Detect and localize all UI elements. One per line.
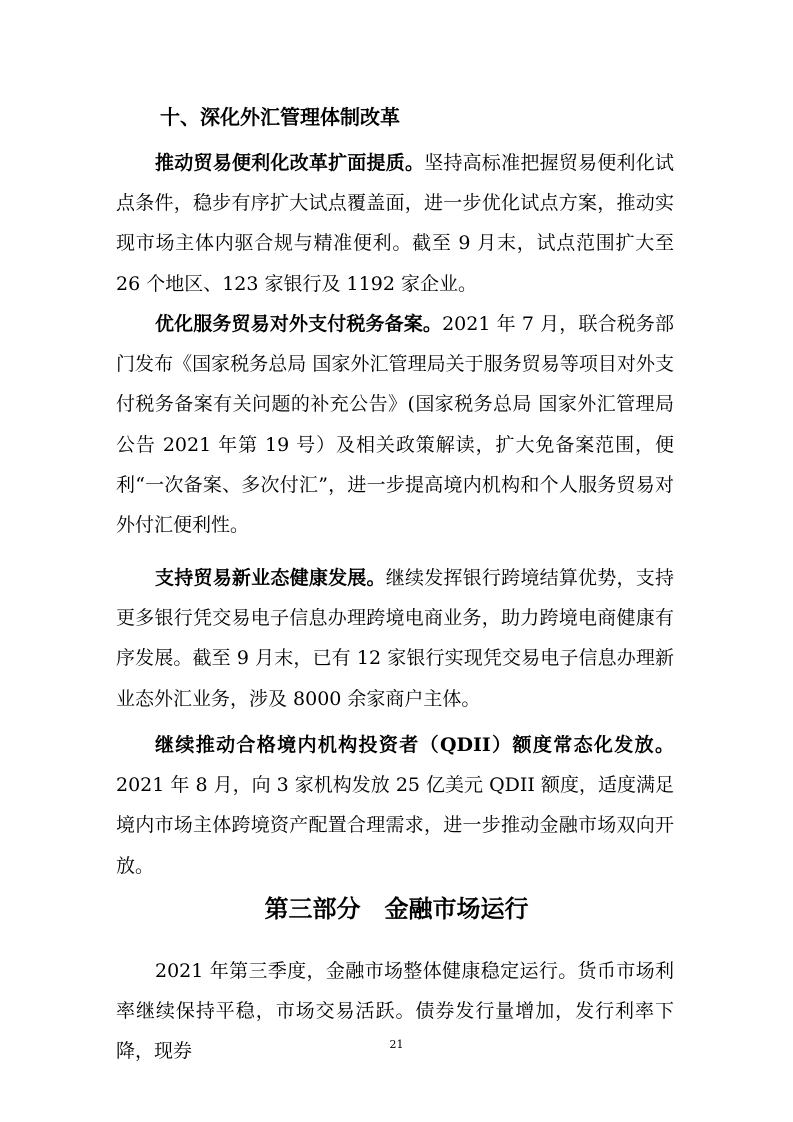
paragraph-body: 2021 年 8 月，向 3 家机构发放 25 亿美元 QDII 额度，适度满足境内市场主体跨境资产配置合理需求，进一步推动金融市场双向开放。 (116, 774, 674, 877)
paragraph-trade-facilitation (116, 143, 674, 304)
page-number: 21 (389, 1038, 404, 1051)
paragraph-market-overview (116, 951, 674, 1072)
paragraph-body: 2021 年 7 月，联合税务部门发布《国家税务总局 国家外汇管理局关于服务贸易等项目对外支付税务备案有关问题的补充公告》(国家税务总局 国家外汇管理局公告 2021 年第 19 号）及相关政策解读，扩大免备案范围，便利“一次备案、多次付汇”，进一步提高境内机构和个人服务贸易对外付汇便利性。 (116, 313, 674, 537)
paragraph-body: 继续发挥银行跨境结算优势，支持更多银行凭交易电子信息办理跨境电商业务，助力跨境电商健康有序发展。截至 9 月末，已有 12 家银行实现凭交易电子信息办理新业态外汇业务，涉及 8000 余家商户主体。 (116, 567, 674, 710)
paragraph-qdii-quota (116, 725, 674, 886)
paragraph-lead: 优化服务贸易对外支付税务备案。 (155, 313, 443, 335)
paragraph-lead: 继续推动合格境内机构投资者（QDII）额度常态化发放。 (155, 734, 674, 756)
section-heading: 十、深化外汇管理体制改革 (160, 105, 400, 129)
paragraph-lead: 推动贸易便利化改革扩面提质。 (155, 152, 425, 174)
paragraph-service-trade-tax-filing (116, 304, 674, 545)
paragraph-body: 2021 年第三季度，金融市场整体健康稳定运行。货币市场利率继续保持平稳，市场交易活跃。债券发行量增加，发行利率下降，现券 (116, 960, 674, 1063)
paragraph-body: 坚持高标准把握贸易便利化试点条件，稳步有序扩大试点覆盖面，进一步优化试点方案，推动实现市场主体内驱合规与精准便利。截至 9 月末，试点范围扩大至 26 个地区、123 家银行及 1192 家企业。 (116, 152, 674, 295)
paragraph-lead: 支持贸易新业态健康发展。 (155, 567, 386, 589)
paragraph-new-trade-forms (116, 558, 674, 719)
part-heading: 第三部分 金融市场运行 (264, 895, 529, 923)
